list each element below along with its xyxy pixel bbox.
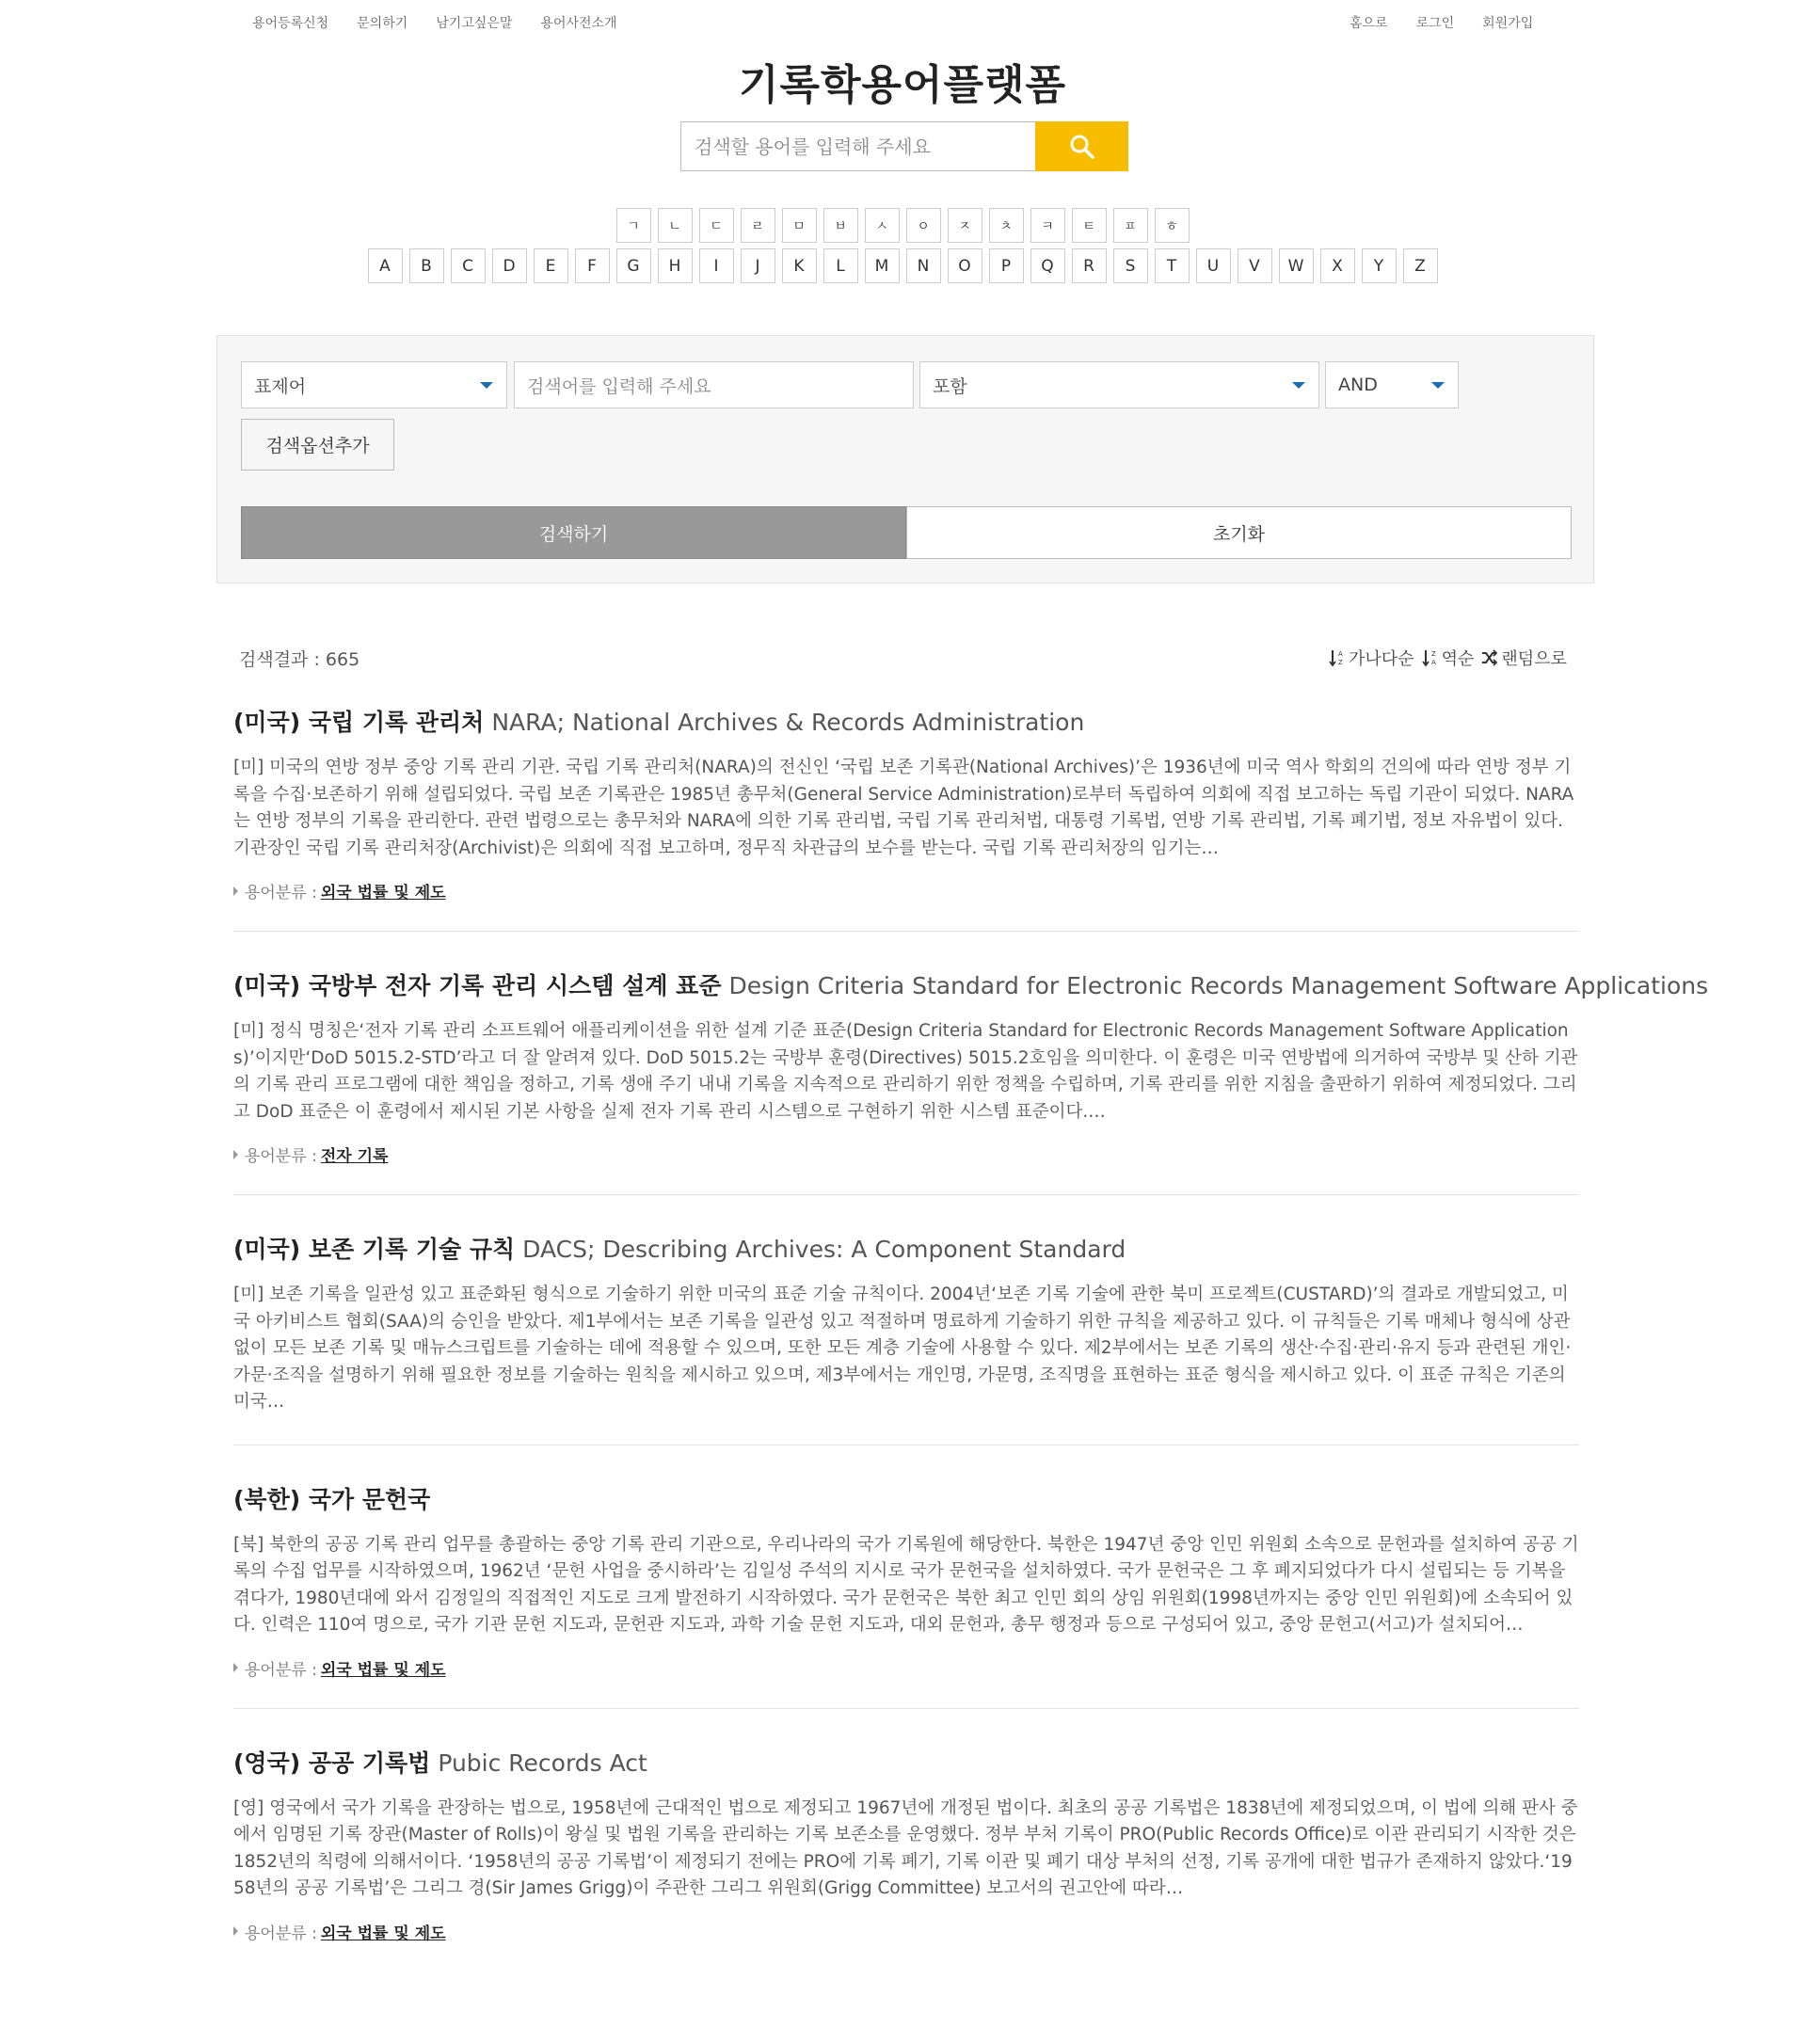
field-select[interactable] bbox=[241, 361, 507, 408]
result-term-link[interactable]: (영국) 공공 기록법 bbox=[233, 1749, 431, 1777]
index-button[interactable]: R bbox=[1072, 248, 1107, 283]
match-select-value: 포함 bbox=[933, 375, 967, 397]
top-nav-right bbox=[1350, 13, 1533, 32]
result-title bbox=[233, 1747, 1579, 1781]
index-button[interactable]: ㅈ bbox=[948, 208, 982, 243]
keyword-input-placeholder: 검색어를 입력해 주세요 bbox=[527, 375, 711, 397]
index-button[interactable]: M bbox=[865, 248, 900, 283]
index-button[interactable]: ㄷ bbox=[699, 208, 734, 243]
index-button[interactable]: Y bbox=[1362, 248, 1397, 283]
logic-select[interactable] bbox=[1325, 361, 1459, 408]
index-button[interactable]: V bbox=[1238, 248, 1272, 283]
result-english-term: Pubic Records Act bbox=[438, 1749, 647, 1777]
nav-home[interactable]: 홈으로 bbox=[1350, 16, 1388, 31]
category-link[interactable]: 전자 기록 bbox=[320, 1147, 389, 1166]
triangle-right-icon bbox=[233, 1150, 238, 1159]
result-english-term: NARA; National Archives & Records Administration bbox=[491, 709, 1085, 736]
caret-down-icon bbox=[480, 382, 493, 389]
result-term-link[interactable]: (미국) 보존 기록 기술 규칙 bbox=[233, 1236, 516, 1263]
index-button[interactable]: F bbox=[575, 248, 610, 283]
triangle-right-icon bbox=[233, 886, 238, 896]
svg-text:A: A bbox=[1430, 659, 1436, 666]
main-search bbox=[680, 121, 1128, 171]
main-search-button[interactable] bbox=[1035, 121, 1128, 171]
index-button[interactable]: ㅋ bbox=[1030, 208, 1065, 243]
result-description: [미] 보존 기록을 일관성 있고 표준화된 형식으로 기술하기 위한 미국의 표준 기술 규칙이다. 2004년‘보존 기록 기술에 관한 북미 프로젝트(CUSTARD)’의 결과로 개발되었고, 미국 아키비스트 협회(SAA)의 승인을 받았다. 제1부에서는 보존 기록을 일관성 있고 적절하며 명료하게 기술하기 위한 규칙을 제공하고 있다. 이 규칙들은 기록 매체나 형식에 상관없이 모든 보존 기록 및 매뉴스크립트를 기술하는 데에 적용할 수 있으며, 또한 모든 계층 기술에 사용할 수 있다. 제2부에서는 보존 기록의 생산·수집·관리·유지 등과 관련된 개인·가문·조직을 설명하기 위해 필요한 정보를 기술하는 원칙을 제시하고 있으며, 제3부에서는 개인명, 가문명, 조직명을 표현하는 표준 형식을 제시하고 있다. 이 표준 규칙은 기존의 미국… bbox=[233, 1285, 1572, 1412]
keyword-input[interactable] bbox=[514, 361, 914, 408]
sort-random[interactable] bbox=[1481, 646, 1567, 670]
shuffle-icon bbox=[1481, 649, 1498, 666]
sort-alpha-label: 가나다순 bbox=[1349, 649, 1414, 669]
nav-about[interactable]: 용어사전소개 bbox=[540, 16, 617, 31]
index-button[interactable]: X bbox=[1320, 248, 1355, 283]
index-button[interactable]: ㅌ bbox=[1072, 208, 1107, 243]
result-english-term: Design Criteria Standard for Electronic Records Management Software Applications bbox=[728, 972, 1709, 999]
index-button[interactable]: ㄹ bbox=[741, 208, 775, 243]
index-button[interactable]: K bbox=[782, 248, 817, 283]
category-label: 용어분류 : bbox=[245, 1147, 317, 1166]
index-button[interactable]: ㅇ bbox=[906, 208, 941, 243]
index-button[interactable]: T bbox=[1155, 248, 1190, 283]
index-button[interactable]: N bbox=[906, 248, 941, 283]
search-button[interactable]: 검색하기 bbox=[241, 506, 906, 559]
sort-alpha[interactable] bbox=[1329, 646, 1414, 670]
index-button[interactable]: L bbox=[823, 248, 858, 283]
list-item bbox=[233, 1233, 1579, 1445]
result-count: 검색결과 : 665 bbox=[239, 649, 360, 670]
advanced-search-panel bbox=[216, 335, 1594, 583]
index-button[interactable]: A bbox=[368, 248, 403, 283]
caret-down-icon bbox=[1431, 382, 1445, 389]
main-search-input[interactable] bbox=[680, 121, 1035, 171]
search-icon bbox=[1069, 134, 1095, 160]
result-title bbox=[233, 1233, 1579, 1267]
index-button[interactable]: G bbox=[616, 248, 651, 283]
category-label: 용어분류 : bbox=[245, 884, 317, 902]
field-select-value: 표제어 bbox=[254, 375, 307, 397]
index-button[interactable]: ㅅ bbox=[865, 208, 900, 243]
korean-index bbox=[0, 208, 1805, 243]
english-index bbox=[0, 248, 1805, 283]
index-button[interactable]: P bbox=[989, 248, 1024, 283]
result-category bbox=[233, 1920, 1579, 1943]
reset-button[interactable]: 초기화 bbox=[906, 506, 1572, 559]
result-term-link[interactable]: (북한) 국가 문헌국 bbox=[233, 1485, 431, 1513]
result-term-link[interactable]: (미국) 국방부 전자 기록 관리 시스템 설계 표준 bbox=[233, 972, 722, 999]
index-button[interactable]: ㅍ bbox=[1113, 208, 1148, 243]
nav-signup[interactable]: 회원가입 bbox=[1482, 16, 1534, 31]
index-button[interactable]: B bbox=[409, 248, 444, 283]
category-link[interactable]: 외국 법률 및 제도 bbox=[320, 884, 446, 902]
index-button[interactable]: W bbox=[1279, 248, 1314, 283]
sort-random-label: 랜덤으로 bbox=[1501, 649, 1567, 669]
index-button[interactable]: O bbox=[948, 248, 982, 283]
category-link[interactable]: 외국 법률 및 제도 bbox=[320, 1924, 446, 1943]
index-button[interactable]: ㄱ bbox=[616, 208, 651, 243]
list-item bbox=[233, 969, 1709, 1195]
index-button[interactable]: J bbox=[741, 248, 775, 283]
index-button[interactable]: S bbox=[1113, 248, 1148, 283]
result-category bbox=[233, 1142, 1579, 1166]
triangle-right-icon bbox=[233, 1663, 238, 1672]
result-term-link[interactable]: (미국) 국립 기록 관리처 bbox=[233, 709, 485, 736]
category-label: 용어분류 : bbox=[245, 1924, 317, 1943]
result-category bbox=[233, 1656, 1579, 1680]
result-title bbox=[233, 969, 1709, 1003]
site-title[interactable]: 기록학용어플랫폼 bbox=[738, 61, 1067, 109]
sort-descending-icon bbox=[1422, 648, 1439, 667]
index-button[interactable]: H bbox=[658, 248, 693, 283]
match-select[interactable] bbox=[919, 361, 1319, 408]
category-label: 용어분류 : bbox=[245, 1660, 317, 1680]
result-description: [미] 미국의 연방 정부 중앙 기록 관리 기관. 국립 기록 관리처(NARA)의 전신인 ‘국립 보존 기록관(National Archives)’은 1936년에 미국 역사 학회의 건의에 따라 연방 정부 기록을 수집·보존하기 위해 설립되었다. 국립 보존 기록관은 1985년 총무처(General Service Administration)로부터 독립하여 의회에 직접 보고하는 독립 기관이 되었다. NARA는 연방 정부의 기록을 관리한다. 관련 법령으로는 총무처와 NARA에 의한 기록 관리법, 국립 기록 관리처법, 대통령 기록법, 연방 기록 관리법, 기록 폐기법, 정보 자유법이 있다. 기관장인 국립 기록 관리처장(Archivist)은 의회에 직접 보고하며, 정무직 차관급의 보수를 받는다. 국립 기록 관리처장의 임기는… bbox=[233, 758, 1574, 858]
index-button[interactable]: U bbox=[1196, 248, 1231, 283]
index-button[interactable]: C bbox=[451, 248, 486, 283]
index-button[interactable]: ㄴ bbox=[658, 208, 693, 243]
nav-inquiry[interactable]: 문의하기 bbox=[357, 16, 408, 31]
index-button[interactable]: I bbox=[699, 248, 734, 283]
svg-text:A: A bbox=[1338, 650, 1343, 658]
sort-reverse-label: 역순 bbox=[1441, 649, 1475, 669]
add-search-option-button[interactable]: 검색옵션추가 bbox=[241, 419, 394, 471]
result-description: [미] 정식 명칭은‘전자 기록 관리 소프트웨어 애플리케이션을 위한 설계 기준 표준(Design Criteria Standard for Electronic Records Management Software Applications)’이지만‘DoD 5015.2-STD’라고 더 잘 알려져 있다. DoD 5015.2는 국방부 훈령(Directives) 5015.2호임을 의미한다. 이 훈령은 미국 연방법에 의거하여 국방부 및 산하 기관의 기록 관리 프로그램에 대한 책임을 정하고, 기록 생애 주기 내내 기록을 지속적으로 관리하기 위한 정책을 수립하며, 기록 관리를 위한 지침을 출판하기 위하여 제정되었다. 그리고 DoD 표준은 이 훈령에서 제시된 기본 사항을 실제 전자 기록 관리 시스템으로 구현하기 위한 시스템 표준이다.… bbox=[233, 1021, 1578, 1122]
result-title bbox=[233, 706, 1579, 740]
category-link[interactable]: 외국 법률 및 제도 bbox=[320, 1660, 446, 1680]
sort-ascending-icon bbox=[1329, 648, 1346, 667]
list-item bbox=[233, 1483, 1579, 1709]
index-button[interactable]: D bbox=[492, 248, 527, 283]
list-item bbox=[233, 706, 1579, 932]
result-category bbox=[233, 879, 1579, 902]
nav-guestbook[interactable]: 남기고싶은말 bbox=[436, 16, 513, 31]
result-description: [북] 북한의 공공 기록 관리 업무를 총괄하는 중앙 기록 관리 기관으로, 우리나라의 국가 기록원에 해당한다. 북한은 1947년 중앙 인민 위원회 소속으로 문헌과를 설치하여 공공 기록의 수집 업무를 시작하였으며, 1962년 ‘문헌 사업을 중시하라’는 김일성 주석의 지시로 국가 문헌국을 설치하였다. 국가 문헌국은 그 후 폐지되었다가 다시 설립되는 등 기복을 겪다가, 1980년대에 와서 김정일의 직접적인 지도로 크게 발전하기 시작하였다. 국가 문헌국은 북한 최고 인민 회의 상임 위원회(1998년까지는 중앙 인민 위원회)에 소속되어 있다. 인력은 110여 명으로, 국가 기관 문헌 지도과, 문헌관 지도과, 과학 기술 문헌 지도과, 대외 문헌과, 총무 행정과 등으로 구성되어 있고, 중앙 문헌고(서고)가 설치되어… bbox=[233, 1534, 1579, 1635]
nav-register-term[interactable]: 용어등록신청 bbox=[252, 16, 329, 31]
sort-bar bbox=[1329, 646, 1572, 670]
nav-login[interactable]: 로그인 bbox=[1415, 16, 1455, 31]
triangle-right-icon bbox=[233, 1926, 238, 1936]
svg-text:Z: Z bbox=[1430, 650, 1436, 658]
result-list bbox=[233, 706, 1709, 2009]
list-item bbox=[233, 1747, 1579, 1972]
svg-text:Z: Z bbox=[1338, 659, 1343, 666]
sort-reverse[interactable] bbox=[1422, 646, 1475, 670]
index-button[interactable]: ㅎ bbox=[1155, 208, 1190, 243]
result-title bbox=[233, 1483, 1579, 1517]
result-english-term: DACS; Describing Archives: A Component Standard bbox=[522, 1236, 1126, 1263]
caret-down-icon bbox=[1292, 382, 1305, 389]
index-button[interactable]: ㅊ bbox=[989, 208, 1024, 243]
result-description: [영] 영국에서 국가 기록을 관장하는 법으로, 1958년에 근대적인 법으로 제정되고 1967년에 개정된 법이다. 최초의 공공 기록법은 1838년에 제정되었으며, 이 법에 의해 판사 중에서 임명된 기록 장관(Master of Rolls)이 왕실 및 법원 기록을 관리하는 기록 보존소를 운영했다. 정부 부처 기록이 PRO(Public Records Office)로 이관 관리되기 시작한 것은 1852년의 칙령에 의해서이다. ‘1958년의 공공 기록법’이 제정되기 전에는 PRO에 기록 폐기, 기록 이관 및 폐기 대상 부처의 선정, 기록 공개에 대한 법규가 존재하지 않았다.‘1958년의 공공 기록법’은 그리그 경(Sir James Grigg)이 주관한 그리그 위원회(Grigg Committee) 보고서의 권고안에 따라… bbox=[233, 1797, 1578, 1898]
top-nav bbox=[0, 13, 1805, 36]
index-button[interactable]: Z bbox=[1403, 248, 1438, 283]
index-button[interactable]: E bbox=[534, 248, 568, 283]
top-nav-left bbox=[252, 13, 617, 32]
index-button[interactable]: ㅂ bbox=[823, 208, 858, 243]
index-button[interactable]: ㅁ bbox=[782, 208, 817, 243]
logic-select-value: AND bbox=[1338, 375, 1378, 395]
index-button[interactable]: Q bbox=[1030, 248, 1065, 283]
